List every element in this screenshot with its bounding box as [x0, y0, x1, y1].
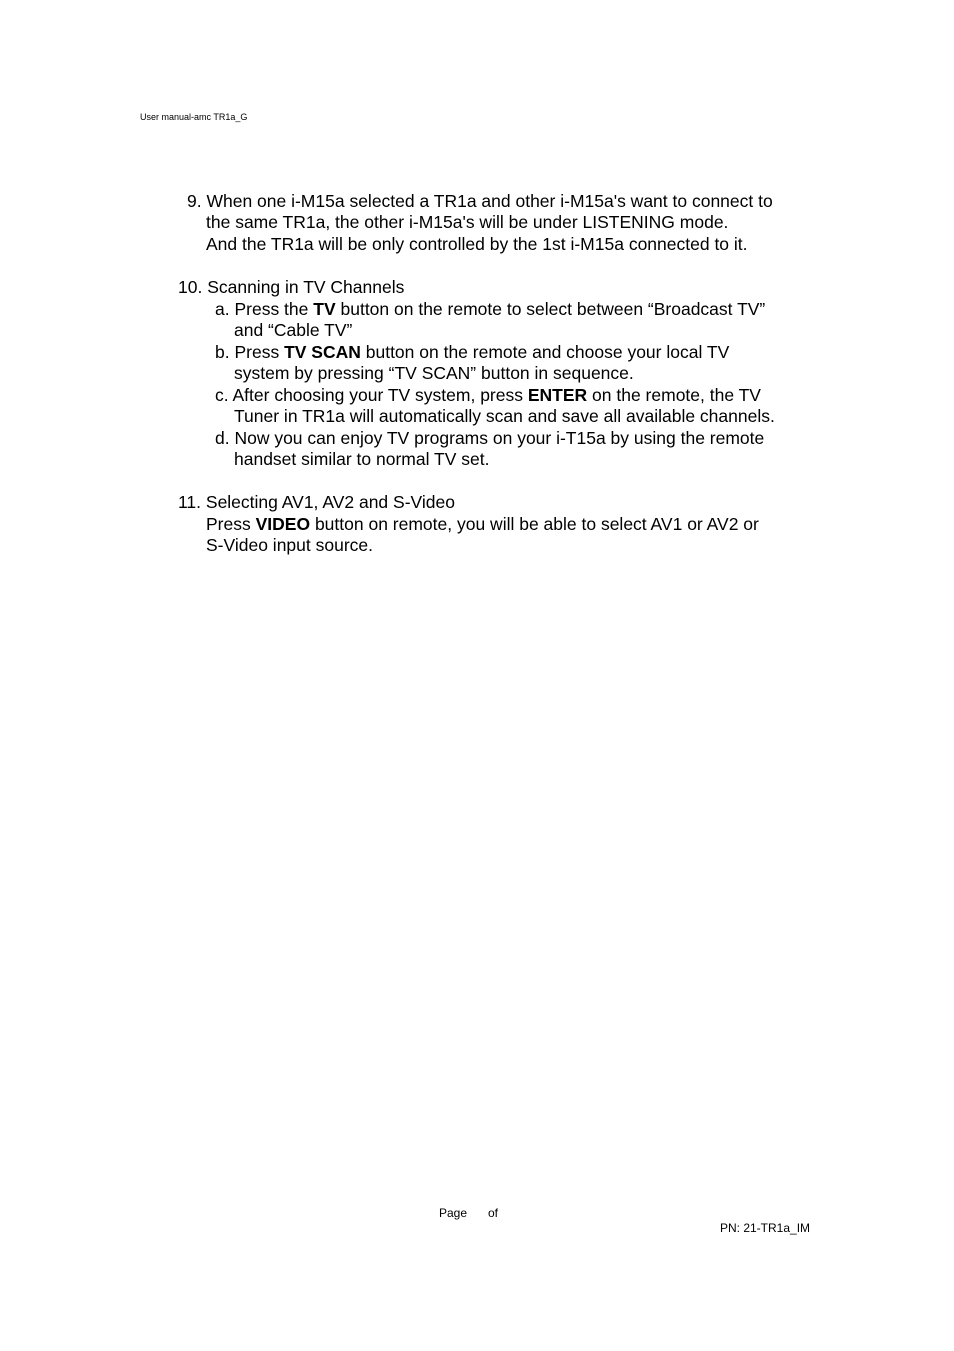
part-number: PN: 21-TR1a_IM — [720, 1221, 811, 1235]
item-10a-line-1 — [215, 299, 765, 320]
item-10b-line-2: system by pressing “TV SCAN” button in sequence. — [234, 363, 634, 383]
item-10d-line-1: d. Now you can enjoy TV programs on your i-T15a by using the remote — [215, 428, 765, 448]
item-10a-text: a. Press the — [215, 299, 314, 319]
enter-button-label: ENTER — [527, 385, 588, 405]
item-10a-line-2: and “Cable TV” — [234, 320, 353, 340]
item-9-line-1: 9. When one i-M15a selected a TR1a and other i-M15a's want to connect to — [187, 191, 773, 211]
item-11-heading: 11. Selecting AV1, AV2 and S-Video — [178, 492, 455, 512]
item-10c-text: c. After choosing your TV system, press — [215, 385, 528, 405]
item-10d-line-2: handset similar to normal TV set. — [234, 449, 490, 469]
item-10c-text-rest: on the remote, the TV — [587, 385, 761, 405]
item-10c-line-2: Tuner in TR1a will automatically scan and save all available channels. — [234, 406, 775, 426]
item-11-line-2: S-Video input source. — [206, 535, 374, 555]
item-10c-line-1 — [215, 385, 761, 406]
item-9-line-3: And the TR1a will be only controlled by the 1st i-M15a connected to it. — [206, 234, 748, 254]
item-11-text: Press — [206, 514, 256, 534]
item-10b-line-1 — [215, 342, 729, 363]
item-11-text-rest: button on remote, you will be able to select AV1 or AV2 or — [310, 514, 759, 534]
item-10a-text-rest: button on the remote to select between “Broadcast TV” — [335, 299, 766, 319]
item-9-line-2: the same TR1a, the other i-M15a's will be under LISTENING mode. — [206, 212, 729, 232]
tv-button-label: TV — [313, 299, 336, 319]
page-label: Page — [439, 1206, 468, 1220]
document-title: User manual-amc TR1a_G — [140, 112, 248, 122]
item-10b-text-rest: button on the remote and choose your local TV — [360, 342, 730, 362]
item-10-heading: 10. Scanning in TV Channels — [178, 277, 405, 297]
video-button-label: VIDEO — [255, 514, 311, 534]
item-10b-text: b. Press — [215, 342, 285, 362]
item-11-line-1 — [206, 514, 759, 535]
tv-scan-button-label: TV SCAN — [284, 342, 361, 362]
of-label: of — [488, 1206, 499, 1220]
